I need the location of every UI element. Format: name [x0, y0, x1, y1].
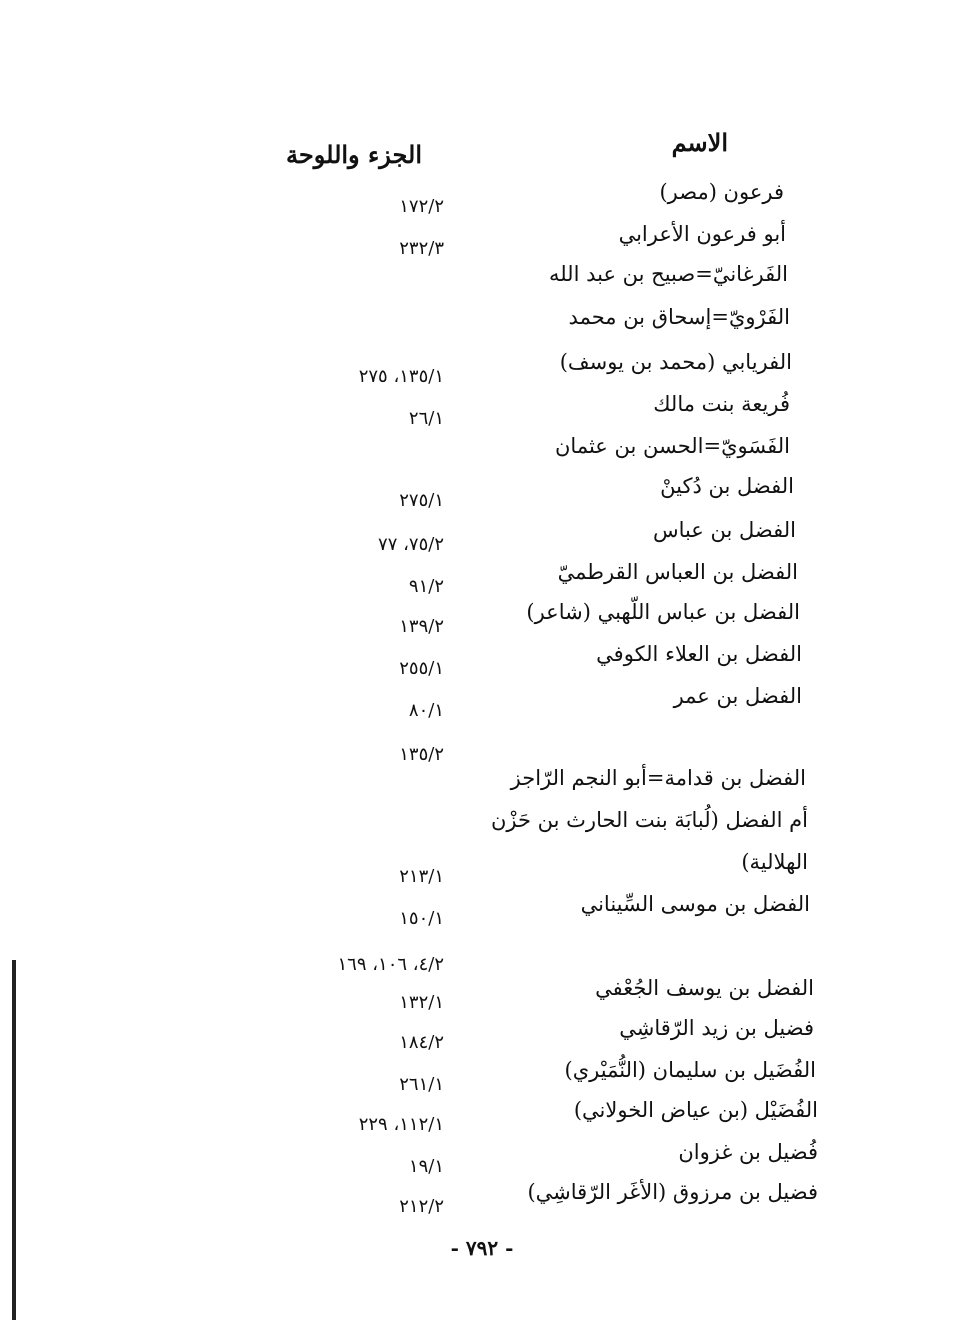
index-entry: [0, 434, 964, 474]
entry-reference: ٢١٢/٢: [399, 1196, 444, 1217]
index-entry: [0, 180, 964, 220]
index-entry: [0, 728, 964, 768]
entry-name: الفريابي (محمد بن يوسف): [559, 350, 792, 374]
entry-name: فرعون (مصر): [659, 180, 784, 204]
entry-reference: ١٣٥/١، ٢٧٥: [358, 366, 444, 387]
entry-name: الفَسَويّ=الحسن بن عثمان: [555, 434, 790, 458]
entry-reference: ٢٧٥/١: [399, 490, 444, 511]
index-entry: [0, 392, 964, 432]
entry-reference: ٤/٢، ١٠٦، ١٦٩: [337, 954, 444, 975]
index-entry: [0, 560, 964, 600]
entry-name: الفضل بن عباس: [652, 518, 796, 542]
index-entry: [0, 474, 964, 514]
index-entry: [0, 808, 964, 848]
entry-name: الفضل بن العلاء الكوفي: [596, 642, 802, 666]
entry-reference: ١٩/١: [408, 1156, 444, 1177]
entry-name: أم الفضل (لُبابَة بنت الحارث بن حَزْن: [490, 808, 808, 832]
index-entry: [0, 892, 964, 932]
index-entry: [0, 600, 964, 640]
index-entry: [0, 1058, 964, 1098]
entry-name: فُريعة بنت مالك: [653, 392, 790, 416]
entry-reference: ٩١/٢: [408, 576, 444, 597]
index-entry: [0, 222, 964, 262]
index-entry: [0, 1016, 964, 1056]
entry-reference: ١٨٤/٢: [399, 1032, 444, 1053]
entry-name: الهلالية): [741, 850, 808, 874]
entry-name: الفضل بن يوسف الجُعْفي: [595, 976, 814, 1000]
index-entry: [0, 262, 964, 302]
index-entry: [0, 518, 964, 558]
entry-name: فُضيل بن غزوان: [678, 1140, 818, 1164]
entry-reference: ٢٦١/١: [399, 1074, 444, 1095]
entry-reference: ١٣٩/٢: [399, 616, 444, 637]
entry-name: الفضل بن عمر: [673, 684, 802, 708]
entry-reference: ٢١٣/١: [399, 866, 444, 887]
index-entry: [0, 976, 964, 1016]
entry-reference: ٢٦/١: [408, 408, 444, 429]
entry-name: الفضل بن موسى السِّيناني: [580, 892, 810, 916]
entry-reference: ١٧٢/٢: [399, 196, 444, 217]
entry-name: فضيل بن زيد الرّقاشِي: [619, 1016, 814, 1040]
entry-reference: ١٣٥/٢: [399, 744, 444, 765]
entry-reference: ٢٥٥/١: [399, 658, 444, 679]
index-entry: [0, 1140, 964, 1180]
index-entry: [0, 350, 964, 390]
entry-name: الفَرْويّ=إسحاق بن محمد: [568, 305, 790, 329]
index-entry: [0, 684, 964, 724]
entry-name: الفضل بن دُكينْ: [660, 474, 794, 498]
entry-name: الفُضَيل بن سليمان (النُّمَيْري): [564, 1058, 816, 1082]
entry-name: الفضل بن قدامة=أبو النجم الرّاجز: [510, 766, 806, 790]
page-number: - ٧٩٢ -: [450, 1236, 514, 1260]
index-entry: [0, 1180, 964, 1220]
entry-name: الفُضَيْل (بن عياض الخولاني): [573, 1098, 818, 1122]
index-entry: [0, 642, 964, 682]
index-entry: [0, 938, 964, 978]
entry-name: أبو فرعون الأعرابي: [618, 222, 786, 246]
entry-reference: ٢٣٢/٣: [399, 238, 444, 259]
index-entry: [0, 850, 964, 890]
entry-reference: ٨٠/١: [408, 700, 444, 721]
entry-reference: ٧٥/٢، ٧٧: [378, 534, 444, 555]
entry-reference: ١٣٢/١: [399, 992, 444, 1013]
index-entry: [0, 305, 964, 345]
entry-name: الفَرغانيّ=صبيح بن عبد الله: [548, 262, 788, 286]
entry-name: الفضل بن العباس القرطميّ: [557, 560, 798, 584]
entry-name: فضيل بن مرزوق (الأغَر الرّقاشِي): [527, 1180, 818, 1204]
name-column-header: الاسم: [671, 128, 728, 157]
entry-reference: ١٥٠/١: [399, 908, 444, 929]
reference-column-header: الجزء واللوحة: [286, 140, 422, 169]
entry-reference: ١١٢/١، ٢٢٩: [358, 1114, 444, 1135]
index-entry: [0, 1098, 964, 1138]
entry-name: الفضل بن عباس اللّهبي (شاعر): [526, 600, 800, 624]
index-entry: [0, 766, 964, 806]
